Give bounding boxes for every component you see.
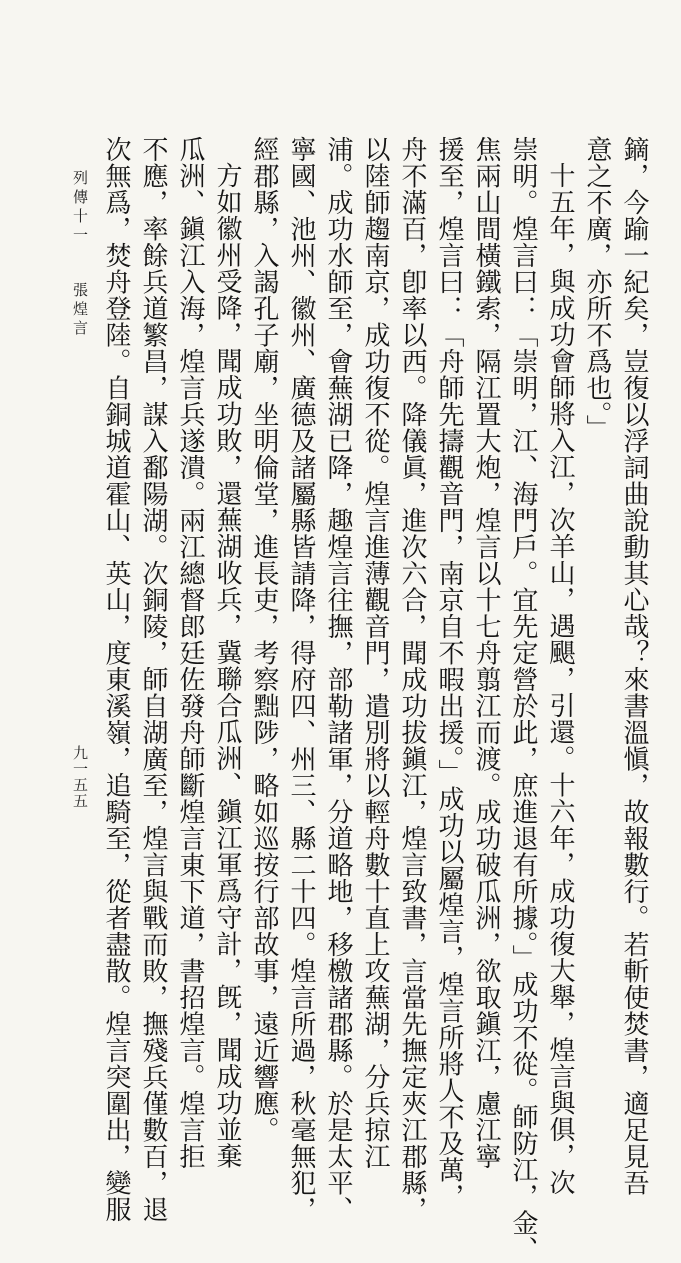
text-column-12: 方如徽州受降，聞成功敗，還蕪湖收兵，冀聯合瓜洲、鎭江軍爲守計，旣，聞成功並棄 xyxy=(212,162,242,1169)
text-column-3: 十五年，與成功會師將入江，次羊山，遇颶，引還。十六年，成功復大舉，煌言與俱，次 xyxy=(545,162,575,1196)
text-column-11: 經郡縣，入謁孔子廟，坐明倫堂，進長吏，考察黜陟，略如巡按行部故事，遠近響應。 xyxy=(249,136,279,1143)
text-column-15: 次無爲，焚舟登陸。自銅城道霍山、英山，度東溪嶺，追騎至，從者盡散。煌言突圍出，變服 xyxy=(101,136,131,1223)
text-column-13: 瓜洲、鎭江入海，煌言兵遂潰。兩江總督郎廷佐發舟師斷煌言東下道，書招煌言。煌言拒 xyxy=(175,136,205,1170)
text-column-10: 寧國、池州、徽州、廣德及諸屬縣皆請降，得府四、州三、縣二十四。煌言所過，秋毫無犯， xyxy=(286,136,316,1223)
page-number: 九一五五 xyxy=(71,745,89,809)
text-column-6: 援至，煌言曰：「舟師先擣觀音門，南京自不暇出援。」成功以屬煌言，煌言所將人不及萬， xyxy=(434,136,464,1210)
text-column-8: 以陸師趨南京，成功復不從。煌言進薄觀音門，遣別將以輕舟數十直上攻蕪湖，分兵掠江 xyxy=(360,136,390,1170)
text-column-9: 浦。成功水師至，會蕪湖已降，趣煌言往撫，部勒諸軍，分道略地，移檄諸郡縣。於是太平、 xyxy=(323,136,353,1223)
text-column-5: 焦兩山間橫鐵索，隔江置大炮，煌言以十七舟翦江而渡。成功破瓜洲，欲取鎭江，慮江寧 xyxy=(471,136,501,1170)
running-head-section: 列傳十一 xyxy=(71,170,89,246)
text-column-7: 舟不滿百，卽率以西。降儀眞，進次六合，聞成功拔鎭江，煌言致書，言當先撫定夾江郡縣， xyxy=(397,136,427,1223)
text-column-2: 意之不廣，亦所不爲也。」 xyxy=(582,136,612,441)
text-column-14: 不應，率餘兵道繁昌，謀入鄱陽湖。次銅陵，師自湖廣至，煌言與戰而敗，撫殘兵僅數百，退 xyxy=(138,136,168,1223)
running-head-name: 張煌言 xyxy=(71,282,89,339)
text-column-4: 崇明。煌言曰：「崇明，江、海門戶。宜先定營於此，庶進退有所據。」成功不從。師防江，金、 xyxy=(508,136,538,1263)
text-column-1: 鏑，今踰一紀矣，豈復以浮詞曲說動其心哉？來書溫愼，故報數行。若斬使焚書，適足見吾 xyxy=(619,136,649,1196)
